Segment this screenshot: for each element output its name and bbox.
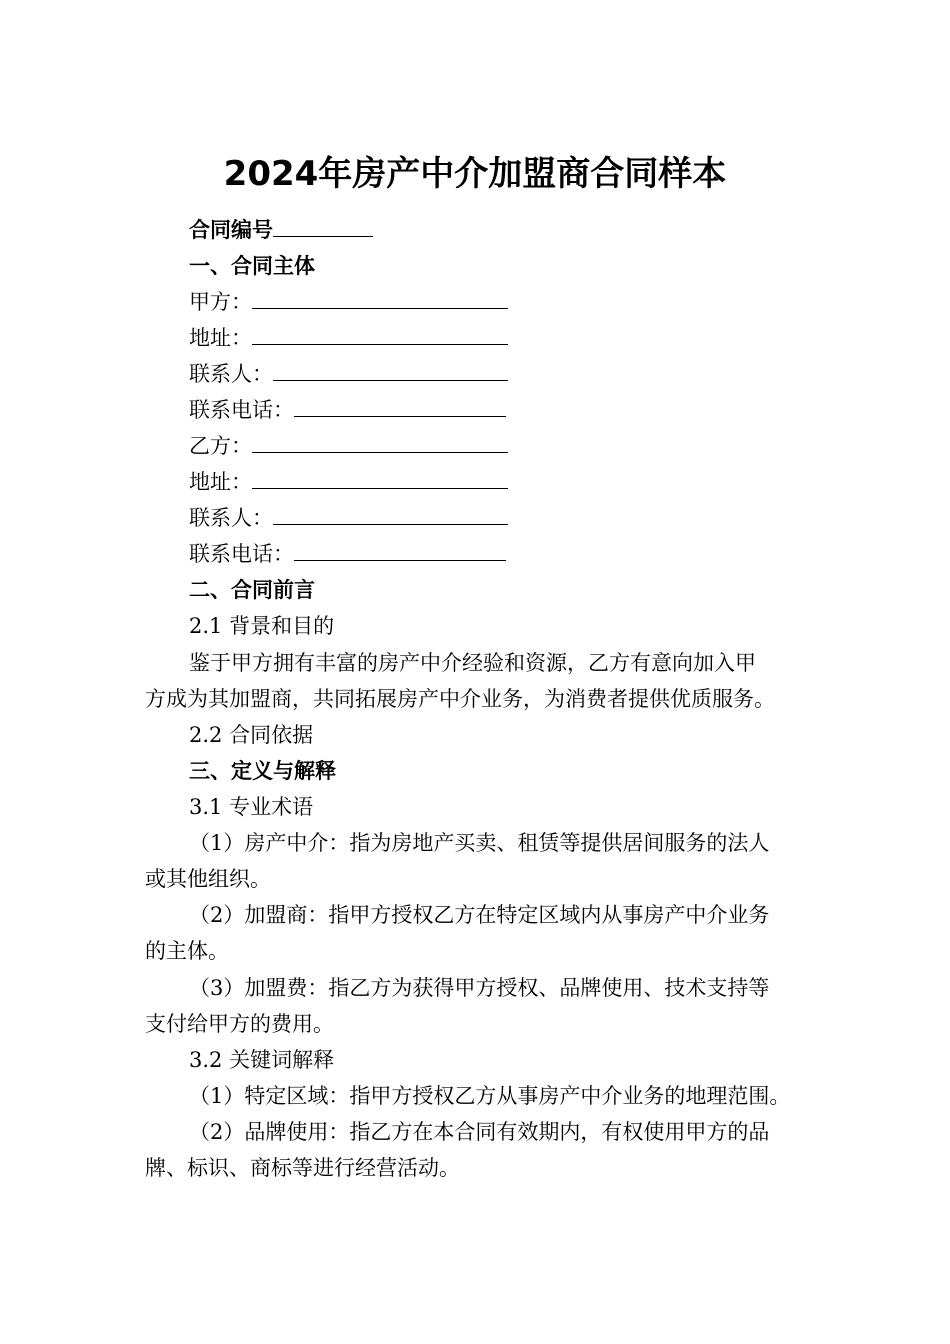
party-b-contact-line xyxy=(189,503,508,533)
term-3-line-2: 支付给甲方的费用。 xyxy=(145,1012,334,1036)
term-2-line-2: 的主体。 xyxy=(145,939,229,963)
term-3-line-1: （3）加盟费：指乙方为获得甲方授权、品牌使用、技术支持等 xyxy=(189,976,770,1000)
party-a-contact-label: 联系人： xyxy=(189,362,273,386)
term-1-line-2: 或其他组织。 xyxy=(145,867,271,891)
party-a-phone-blank[interactable] xyxy=(294,396,506,417)
section-heading-definitions: 三、定义与解释 xyxy=(189,759,336,783)
party-a-line xyxy=(189,287,508,317)
term-2-line-1: （2）加盟商：指甲方授权乙方在特定区域内从事房产中介业务 xyxy=(189,903,770,927)
party-a-label: 甲方： xyxy=(189,290,252,314)
party-b-contact-blank[interactable] xyxy=(273,504,508,525)
document-title: 2024年房产中介加盟商合同样本 xyxy=(223,154,727,194)
clause-2-2-heading: 2.2 合同依据 xyxy=(189,723,314,747)
party-a-address-line xyxy=(189,323,508,353)
party-a-blank[interactable] xyxy=(252,288,508,309)
keyword-1-line: （1）特定区域：指甲方授权乙方从事房产中介业务的地理范围。 xyxy=(189,1084,791,1108)
contract-number-line xyxy=(189,215,373,245)
contract-number-blank[interactable] xyxy=(273,216,373,237)
keyword-2-line-2: 牌、标识、商标等进行经营活动。 xyxy=(145,1156,460,1180)
section-heading-preamble: 二、合同前言 xyxy=(189,578,315,602)
party-b-address-label: 地址： xyxy=(189,470,252,494)
party-a-contact-blank[interactable] xyxy=(273,360,508,381)
party-b-address-blank[interactable] xyxy=(252,468,508,489)
party-a-phone-line xyxy=(189,395,506,425)
party-b-phone-line xyxy=(189,539,506,569)
term-1-line-1: （1）房产中介：指为房地产买卖、租赁等提供居间服务的法人 xyxy=(189,831,770,855)
party-a-address-blank[interactable] xyxy=(252,324,508,345)
keyword-2-line-1: （2）品牌使用：指乙方在本合同有效期内，有权使用甲方的品 xyxy=(189,1120,770,1144)
party-a-phone-label: 联系电话： xyxy=(189,398,294,422)
clause-2-1-text-line-2: 方成为其加盟商，共同拓展房产中介业务，为消费者提供优质服务。 xyxy=(145,687,775,711)
section-heading-parties: 一、合同主体 xyxy=(189,254,315,278)
party-a-address-label: 地址： xyxy=(189,326,252,350)
contract-number-label: 合同编号 xyxy=(189,218,273,242)
party-b-phone-blank[interactable] xyxy=(294,540,506,561)
party-b-contact-label: 联系人： xyxy=(189,506,273,530)
clause-3-1-heading: 3.1 专业术语 xyxy=(189,795,314,819)
clause-2-1-text-line-1: 鉴于甲方拥有丰富的房产中介经验和资源，乙方有意向加入甲 xyxy=(189,651,756,675)
clause-3-2-heading: 3.2 关键词解释 xyxy=(189,1048,335,1072)
party-a-contact-line xyxy=(189,359,508,389)
party-b-address-line xyxy=(189,467,508,497)
clause-2-1-heading: 2.1 背景和目的 xyxy=(189,614,335,638)
party-b-line xyxy=(189,431,508,461)
party-b-blank[interactable] xyxy=(252,432,508,453)
party-b-label: 乙方： xyxy=(189,434,252,458)
party-b-phone-label: 联系电话： xyxy=(189,542,294,566)
